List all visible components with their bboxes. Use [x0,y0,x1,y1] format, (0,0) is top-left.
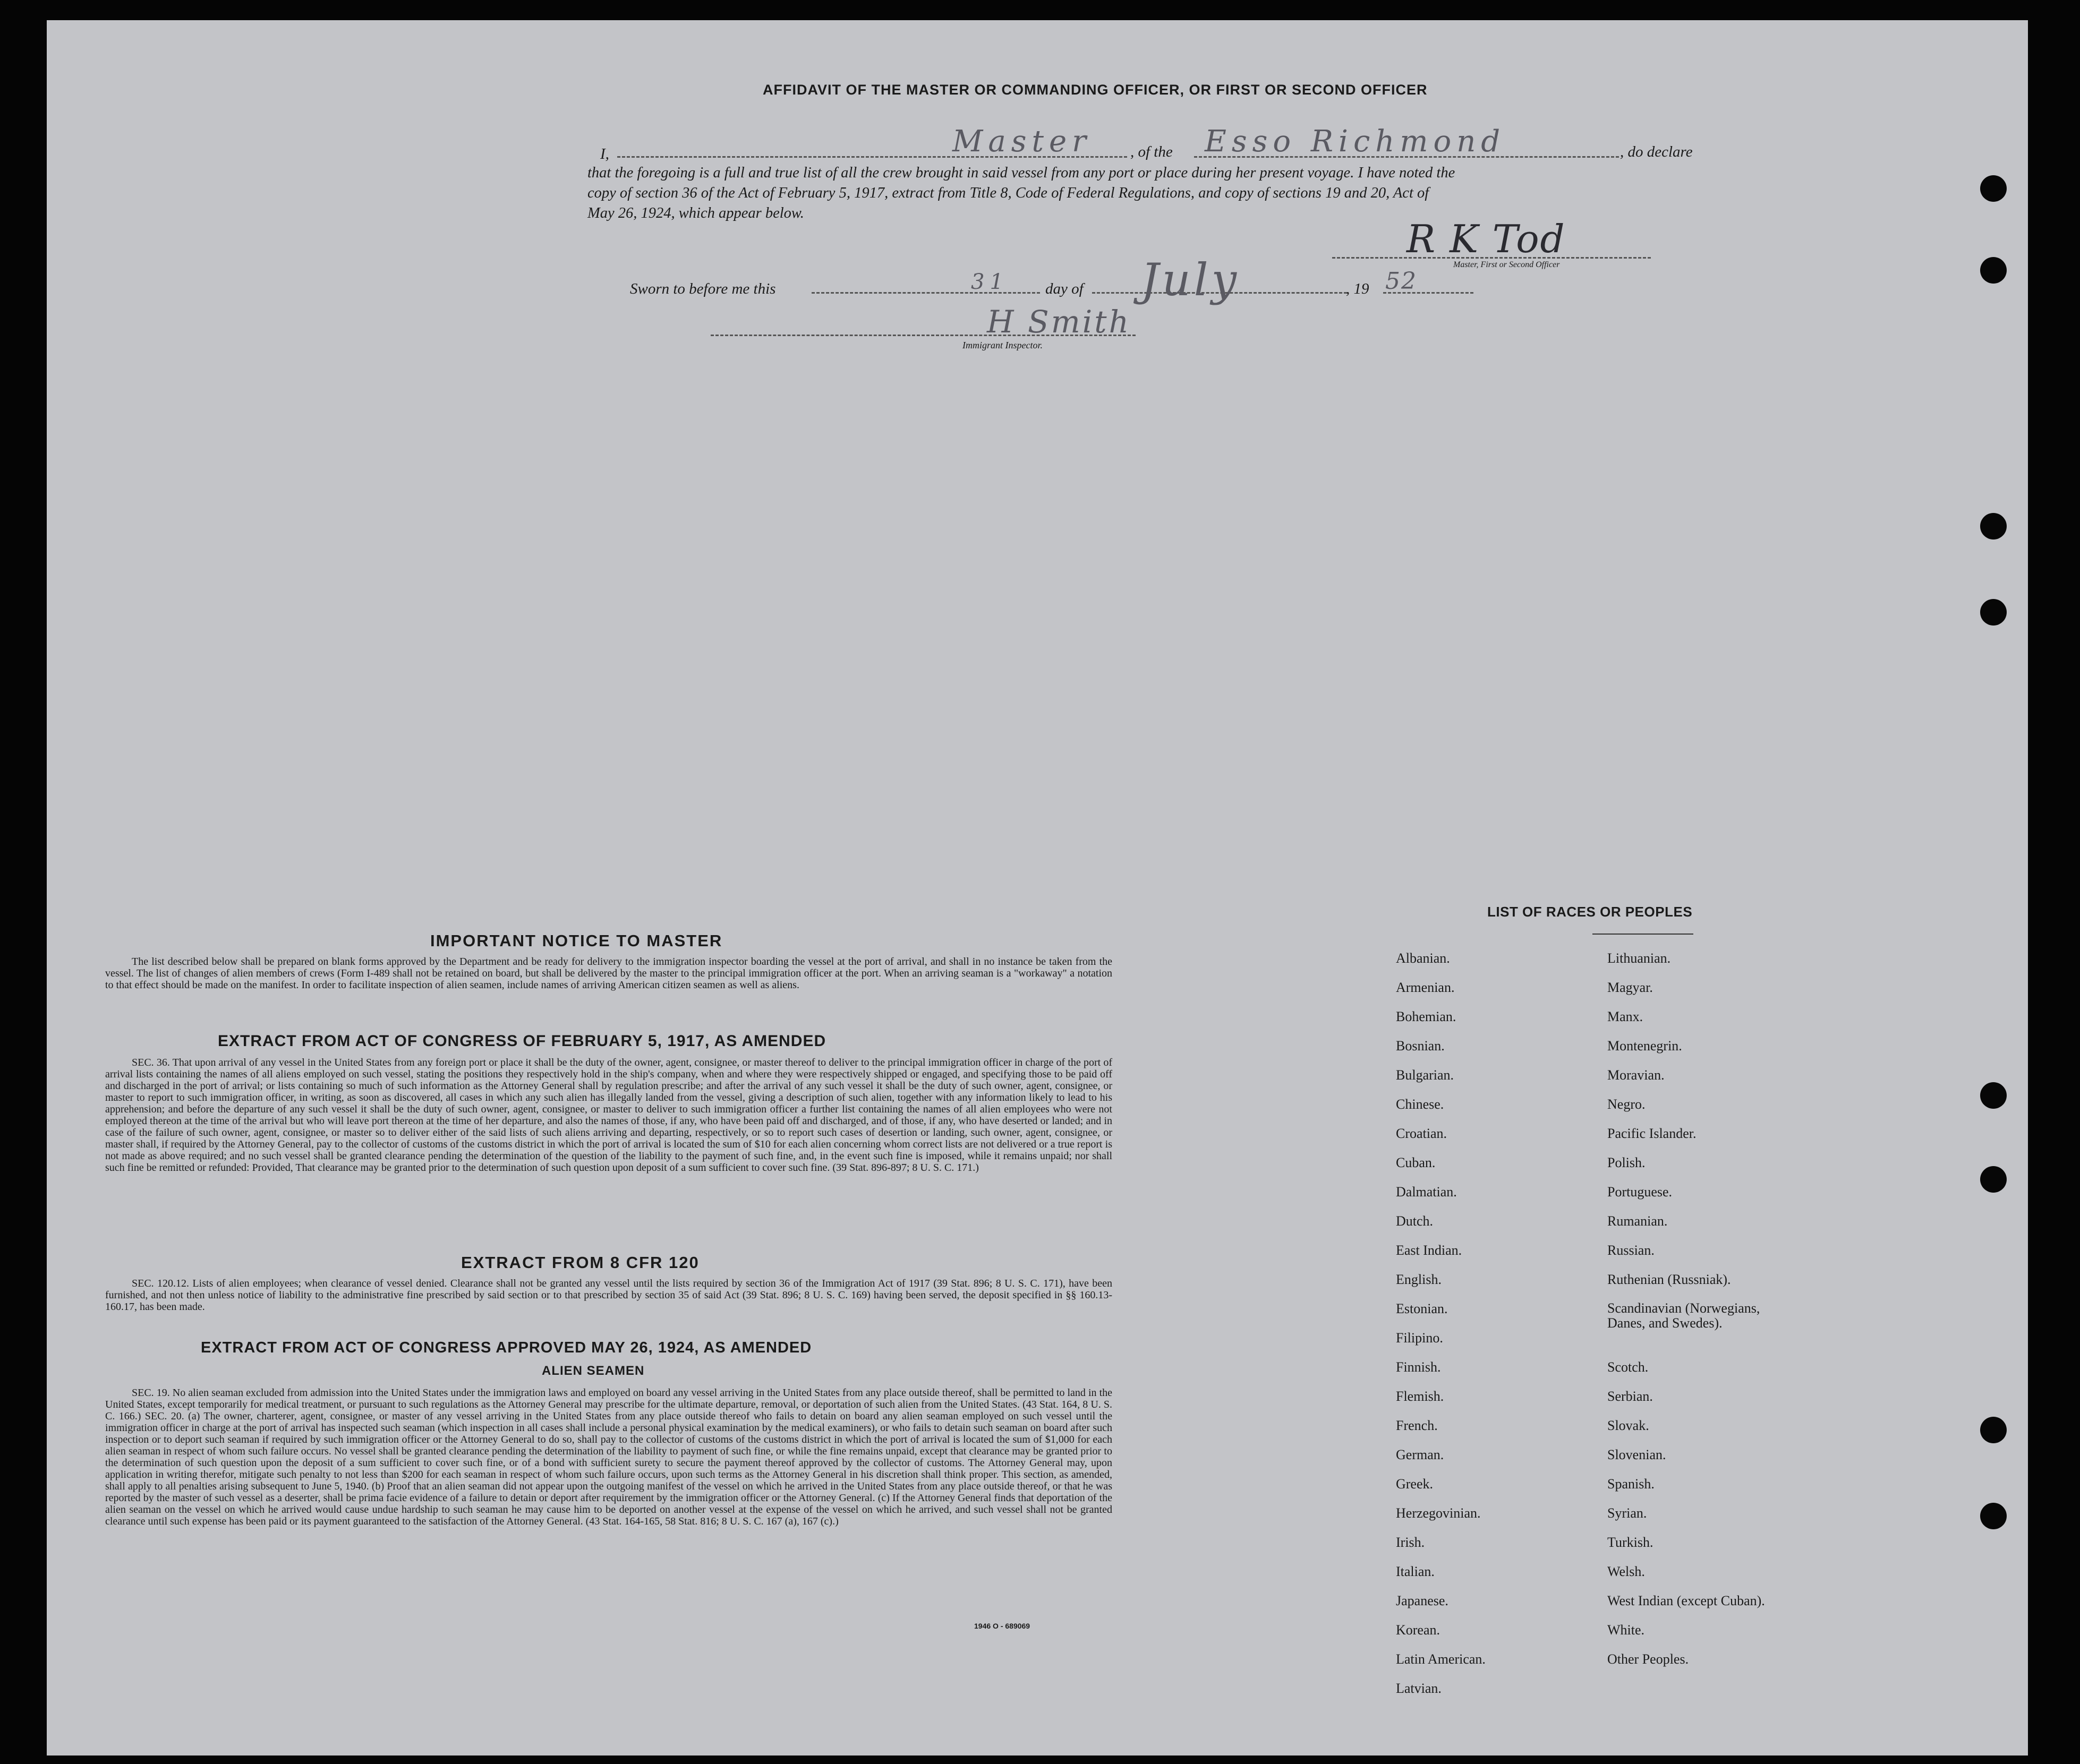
race-item: Albanian. [1396,950,1450,966]
race-item: Syrian. [1607,1505,1647,1521]
vessel-handwritten: Esso Richmond [1205,124,1506,159]
race-item: Latin American. [1396,1651,1486,1667]
race-item: Irish. [1396,1535,1425,1550]
race-item: East Indian. [1396,1243,1462,1258]
sworn-label: Sworn to before me this [630,280,776,297]
year-prefix: , 19 [1346,280,1369,297]
race-item: Dutch. [1396,1213,1434,1229]
binder-hole [1980,1166,2007,1193]
binder-hole [1980,599,2007,626]
race-item: Negro. [1607,1097,1646,1112]
race-item: Bosnian. [1396,1038,1445,1054]
races-title: LIST OF RACES OR PEOPLES [1487,904,1693,920]
binder-hole [1980,1417,2007,1443]
notice-title: IMPORTANT NOTICE TO MASTER [430,931,723,950]
race-item: Dalmatian. [1396,1184,1457,1200]
affidavit-line-1: that the foregoing is a full and true list of all the crew brought in said vessel from any port or place during her present voyage. I have noted the [587,165,1455,181]
race-item: Bulgarian. [1396,1067,1454,1083]
extract-1917-body: SEC. 36. That upon arrival of any vessel in the United States from any foreign port or place it shall be the duty of the owner, agent, consignee, or master thereof to deliver to the principal immigration officer in charge of the port of arrival lists containing the names of all aliens employed on such vessel, stating the positions they respectively hold in the ship's company, when and where they were respectively shipped or engaged, and specifying those to be paid off and discharged in the port of arrival; or lists containing so much of such information as the Attorney General shall by regulation prescribe; and after the arrival of any such vessel it shall be the duty of such owner, agent, consignee, or master to report to such immigration officer, in writing, as soon as discovered, all cases in which any such alien has illegally landed from the vessel, giving a description of such alien, together with any information likely to lead to his apprehension; and before the departure of any such vessel it shall be the duty of such owner, agent, consignee, or master to deliver to such immigration officer a further list containing the names of all alien employees who were not employed thereon at the time of the arrival but who will leave port thereon at the time of her departure, and also the names of those, if any, who have been paid off and discharged, and of those, if any, who have deserted or landed; and in case of the failure of such owner, agent, consignee, or master so to deliver either of the said lists of such aliens arriving and departing, respectively, or so to report such cases of desertion or landing, such owner, agent, consignee, or master shall, if required by the Attorney General, pay to the collector of customs of the customs district in which the port of arrival is located the sum of $10 for each alien concerning whom correct lists are not delivered or a true report is not made as above required; and no such vessel shall be granted clearance pending the determination of the question of the liability to the payment of such fine, and, in the event such fine is imposed, while it remains unpaid; nor shall such fine be remitted or refunded: Provided, That clearance may be granted prior to the determination of such question upon deposit of a sum sufficient to cover such fine. (39 Stat. 896-897; 8 U. S. C. 171.) [105,1057,1112,1174]
race-item: Ruthenian (Russniak). [1607,1272,1731,1287]
signature-line [1332,257,1651,259]
race-item: Latvian. [1396,1681,1442,1696]
race-item: Other Peoples. [1607,1651,1689,1667]
race-item: Lithuanian. [1607,950,1671,966]
race-item: Flemish. [1396,1389,1444,1404]
race-item: Armenian. [1396,980,1455,995]
day-of-text: day of [1045,280,1084,297]
races-divider [1592,934,1693,935]
race-item: German. [1396,1447,1444,1462]
notice-body: The list described below shall be prepared on blank forms approved by the Department and be ready for delivery to the immigration inspector boarding the vessel at the port of arrival, and shall in no instance be taken from the vessel. The list of changes of alien members of crews (Form I-489 shall not be retained on board, but shall be delivered by the master to the principal immigration officer at the port. When an arriving seaman is a "workaway" a notation to that effect should be made on the manifest. In order to facilitate inspection of alien seamen, include names of arriving American citizen seamen as well as aliens. [105,956,1112,991]
race-item: Welsh. [1607,1564,1645,1579]
race-item: Finnish. [1396,1359,1441,1375]
name-handwritten: Master [952,124,1092,159]
race-item: Cuban. [1396,1155,1436,1170]
race-item: Russian. [1607,1243,1655,1258]
extract-1924-title: EXTRACT FROM ACT OF CONGRESS APPROVED MAY 26, 1924, AS AMENDED [201,1339,812,1356]
race-item: Spanish. [1607,1476,1655,1492]
affidavit-pronoun: I, [600,145,609,162]
race-item: Polish. [1607,1155,1646,1170]
race-item: Magyar. [1607,980,1653,995]
race-item: Filipino. [1396,1330,1443,1346]
inspector-signature: H Smith [987,304,1131,340]
race-item: Montenegrin. [1607,1038,1682,1054]
affidavit-line-2: copy of section 36 of the Act of February 5, 1917, extract from Title 8, Code of Federal Regulations, and copy of sections 19 and 20, Act of [587,185,1429,201]
extract-cfr-title: EXTRACT FROM 8 CFR 120 [461,1253,700,1272]
race-item: Slovenian. [1607,1447,1666,1462]
extract-1924-subtitle: ALIEN SEAMEN [542,1364,645,1378]
race-item: Scandinavian (Norwegians, Danes, and Swedes). [1607,1300,1760,1331]
race-item: English. [1396,1272,1442,1287]
month-handwritten: July [1141,254,1240,306]
race-item: Japanese. [1396,1593,1448,1608]
race-item: Portuguese. [1607,1184,1673,1200]
race-item: Rumanian. [1607,1213,1668,1229]
do-declare-label: , do declare [1620,143,1693,160]
affidavit-title: AFFIDAVIT OF THE MASTER OR COMMANDING OFFICER, OR FIRST OR SECOND OFFICER [763,82,1428,98]
race-item: Bohemian. [1396,1009,1456,1024]
document-sheet [47,20,2028,1756]
race-item: West Indian (except Cuban). [1607,1593,1765,1608]
race-item: Pacific Islander. [1607,1126,1697,1141]
race-item: Chinese. [1396,1097,1444,1112]
extract-1924-body: SEC. 19. No alien seaman excluded from admission into the United States under the immigration laws and employed on board any vessel arriving in the United States from any place outside thereof, shall be permitted to land in the United States, except temporarily for medical treatment, or pursuant to such regulations as the Attorney General may prescribe for the ultimate departure, removal, or deportation of such alien from the United States. (43 Stat. 164, 8 U. S. C. 166.) SEC. 20. (a) The owner, charterer, agent, consignee, or master of any vessel arriving in the United States from any place outside thereof who fails to detain on board any alien seaman employed on such vessel until the immigration officer in charge at the port of arrival has inspected such seaman (which inspection in all cases shall include a personal physical examination by the medical examiners), or who fails to detain such seaman on board after such inspection or to deport such seaman if required by such immigration officer or the Attorney General to do so, shall pay to the collector of customs of the customs district in which the port of arrival is located the sum of $1,000 for each alien seaman in respect of whom such failure occurs. No vessel shall be granted clearance pending the determination of the liability to payment of such fine, or while the fine remains unpaid, except that clearance may be granted prior to the determination of such question upon the deposit of a sum sufficient to cover such fine, or of a bond with sufficient surety to secure the payment thereof approved by the collector of customs. The Attorney General may, upon application in writing therefor, mitigate such penalty to not less than $200 for each seaman in respect of whom such failure occurs, upon such terms as the Attorney General in his discretion shall think proper. This section, as amended, shall apply to all penalties arising subsequent to June 5, 1940. (b) Proof that an alien seaman did not appear upon the outgoing manifest of the vessel on which he arrived in the United States from any place outside thereof, or that he was reported by the master of such vessel as a deserter, shall be prima facie evidence of a failure to detain or deport after requirement by the immigration officer or the Attorney General. (c) If the Attorney General finds that deportation of the alien seaman on the vessel on which he arrived would cause undue hardship to such seaman he may cause him to be deported on another vessel at the expense of the vessel on which he arrived, and such vessel shall not be granted clearance until such expense has been paid or its payment guaranteed to the satisfaction of the Attorney General. (43 Stat. 164-165, 58 Stat. 816; 8 U. S. C. 167 (a), 167 (c).) [105,1387,1112,1527]
race-item: Serbian. [1607,1389,1653,1404]
race-item: Scotch. [1607,1359,1649,1375]
binder-hole [1980,1503,2007,1529]
inspector-caption: Immigrant Inspector. [962,340,1043,350]
binder-hole [1980,1082,2007,1109]
signature-caption: Master, First or Second Officer [1453,260,1560,269]
race-item: Slovak. [1607,1418,1649,1433]
race-item: Turkish. [1607,1535,1653,1550]
race-item: Korean. [1396,1622,1440,1638]
year-handwritten: 52 [1385,268,1417,295]
race-item: Manx. [1607,1009,1643,1024]
race-item: Greek. [1396,1476,1434,1492]
of-the-label: , of the [1130,143,1173,160]
extract-cfr-body: SEC. 120.12. Lists of alien employees; when clearance of vessel denied. Clearance shall not be granted any vessel until the lists required by section 36 of the Immigration Act of 1917 (39 Stat. 896; 8 U. S. C. 171), have been furnished, and not then unless notice of liability to the administrative fine prescribed by said section or to that prescribed by section 35 of said Act (39 Stat. 896; 8 U. S. C. 169) having been served, the deposit specified in §§ 160.13-160.17, has been made. [105,1278,1112,1313]
binder-hole [1980,257,2007,284]
year-line [1383,292,1473,294]
race-item: Moravian. [1607,1067,1665,1083]
print-code: 1946 O - 689069 [974,1622,1030,1630]
race-item: Estonian. [1396,1301,1448,1316]
race-item: Herzegovinian. [1396,1505,1481,1521]
race-item: Italian. [1396,1564,1435,1579]
race-item: Croatian. [1396,1126,1447,1141]
race-item: French. [1396,1418,1438,1433]
binder-hole [1980,175,2007,202]
day-handwritten: 31 [971,270,1009,294]
binder-hole [1980,513,2007,540]
affidavit-line-3: May 26, 1924, which appear below. [587,205,804,221]
race-item: White. [1607,1622,1645,1638]
extract-1917-title: EXTRACT FROM ACT OF CONGRESS OF FEBRUARY 5, 1917, AS AMENDED [218,1032,826,1050]
master-signature: R K Tod [1406,217,1566,261]
